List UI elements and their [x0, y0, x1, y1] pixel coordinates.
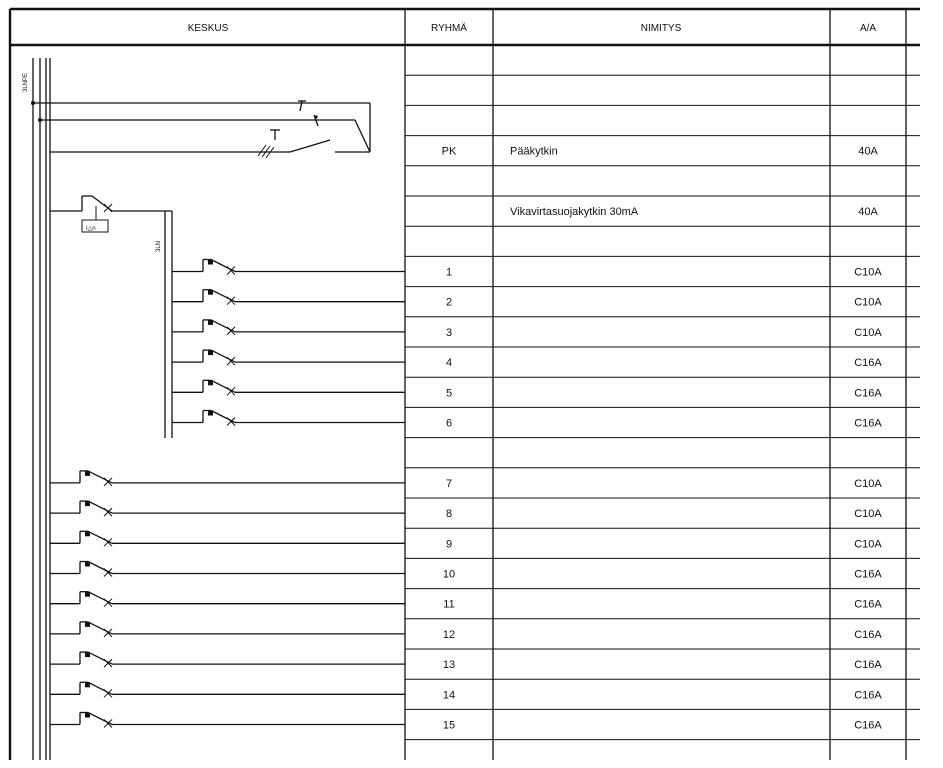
breaker-14 [50, 682, 405, 697]
rcd-label: I△n [86, 226, 96, 232]
row-nimitys: Vikavirtasuojakytkin 30mA [510, 206, 639, 219]
breaker-5 [172, 380, 405, 395]
row-aa: C16A [854, 387, 882, 400]
row-nimitys: Pääkytkin [510, 145, 558, 158]
row-aa: C10A [854, 508, 882, 521]
breaker-7 [50, 471, 405, 486]
row-aa: C10A [854, 538, 882, 551]
row-ryhma: 14 [442, 689, 456, 702]
row-ryhma: 4 [445, 357, 453, 370]
breaker-9 [50, 531, 405, 546]
row-ryhma: 5 [445, 387, 453, 400]
breaker-11 [50, 592, 405, 607]
rcd-device [50, 196, 172, 232]
header-keskus: KESKUS [187, 23, 229, 34]
breaker-6 [172, 411, 405, 426]
table-frame [10, 9, 920, 760]
breaker-3 [172, 320, 405, 335]
row-aa: C16A [854, 357, 882, 370]
group-breakers [50, 260, 405, 728]
row-ryhma: 8 [445, 508, 453, 521]
row-ryhma: 15 [442, 719, 456, 732]
main-busbar [33, 58, 50, 760]
row-aa: C16A [854, 659, 882, 672]
row-ryhma: 10 [442, 568, 456, 581]
row-aa: C16A [854, 689, 882, 702]
breaker-15 [50, 713, 405, 728]
row-ryhma: 6 [445, 417, 453, 430]
row-ryhma: 2 [445, 296, 453, 309]
breaker-4 [172, 350, 405, 365]
row-ryhma: 1 [445, 266, 453, 279]
row-ryhma: 7 [445, 477, 453, 490]
main-switch-wiring [31, 101, 370, 158]
sub-busbar [165, 211, 172, 438]
row-aa: C10A [854, 296, 882, 309]
breaker-12 [50, 622, 405, 637]
row-ryhma: 9 [445, 538, 453, 551]
sub-bus-label: 3LN [156, 240, 162, 252]
breaker-1 [172, 260, 405, 275]
breaker-2 [172, 290, 405, 305]
row-ryhma: 13 [442, 659, 456, 672]
row-aa: 40A [858, 206, 878, 219]
row-aa: C10A [854, 477, 882, 490]
row-aa: C10A [854, 266, 882, 279]
row-ryhma: 3 [445, 326, 453, 339]
bus-label: 3LNPE [23, 72, 29, 92]
row-aa: C16A [854, 568, 882, 581]
row-aa: C16A [854, 417, 882, 430]
row-aa: C16A [854, 598, 882, 611]
row-aa: C10A [854, 326, 882, 339]
breaker-13 [50, 652, 405, 667]
row-aa: C16A [854, 628, 882, 641]
table-rows [442, 146, 883, 732]
row-ryhma: 12 [442, 628, 456, 641]
header-ryhma: RYHMÄ [431, 23, 467, 34]
row-ryhma: PK [441, 145, 457, 158]
row-ryhma: 11 [443, 598, 455, 611]
breaker-8 [50, 501, 405, 516]
breaker-10 [50, 562, 405, 577]
header-nimitys: NIMITYS [640, 23, 682, 34]
header-aa: A/A [859, 23, 877, 34]
row-aa: 40A [858, 145, 878, 158]
row-aa: C16A [854, 719, 882, 732]
row-separators [405, 75, 920, 739]
